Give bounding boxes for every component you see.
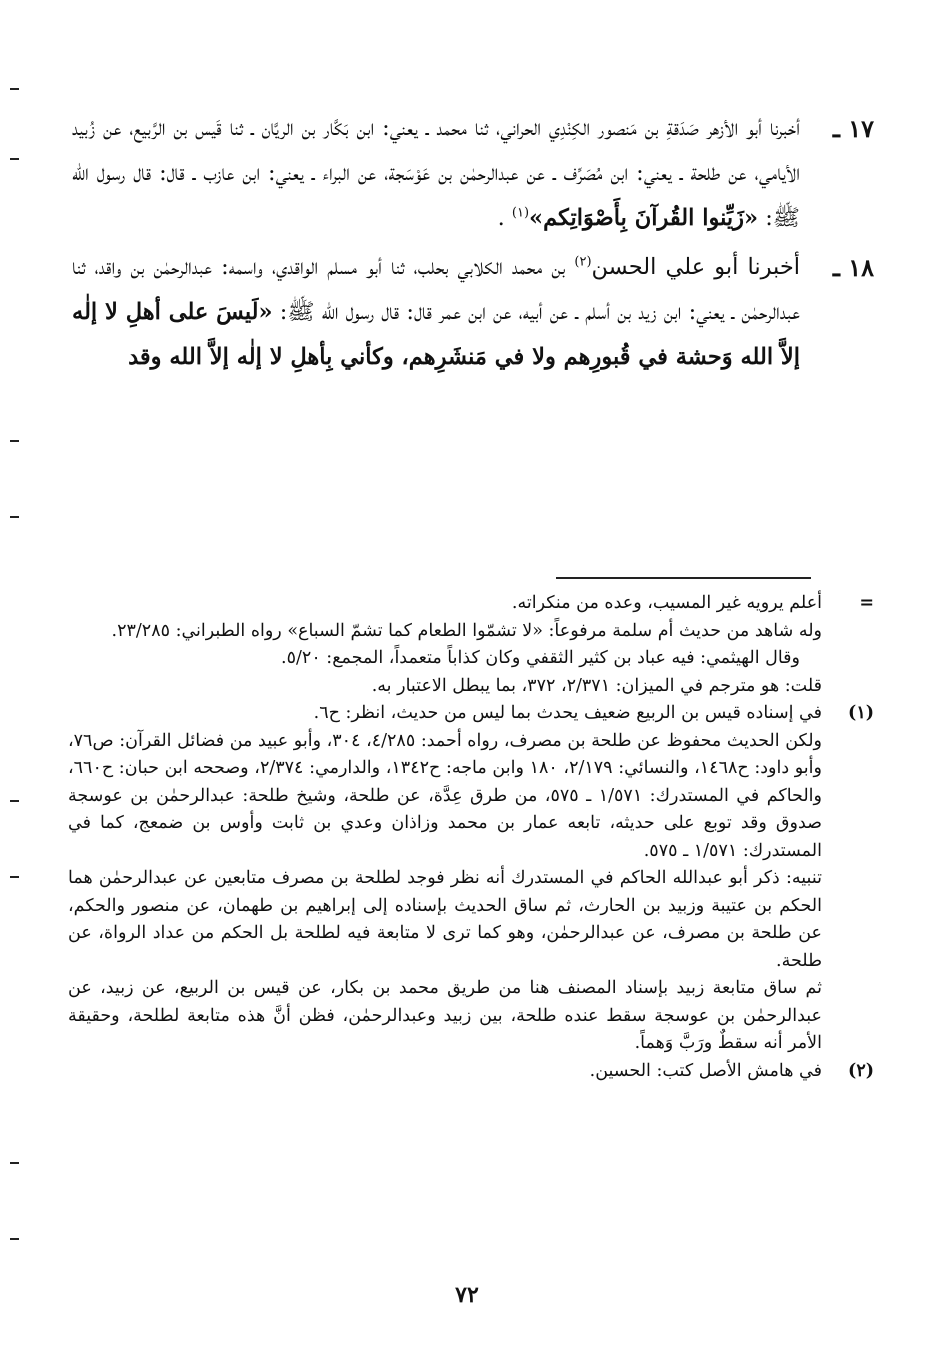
- footnote-number: (١): [848, 703, 874, 723]
- margin-mark: [10, 800, 19, 802]
- footnote-paragraph: تنبيه: ذكر أبو عبدالله الحاكم في المستدرك أنه نظر فوجد لطلحة بن مصرف متابعين عن عبدالرحمٰن هما الحكم بن عتيبة وزبيد بن الحارث، ثم ساق الحديث بإسناده إلى إبراهيم بن طهمان، عن منصور والحكم، عن طلحة بن مصرف، عن عبدالرحمٰن، وهو كما ترى لا متابعة فيه لطلحة بل الحكم من عداد الرواة، عن طلحة.: [68, 868, 822, 971]
- page-number: ٧٢: [455, 1282, 479, 1308]
- main-text: [72, 106, 874, 380]
- margin-mark: [10, 1162, 19, 1164]
- hadith-chain-cont: بن محمد الكلابي بحلب، ثنا أبو مسلم الواقدي، واسمه: عبدالرحمٰن بن واقد، ثنا عبدالرحمٰن ـ يعني: ابن زيد بن أسلم ـ عن أبيه، عن ابن عمر قال: قال رسول الله ﷺ:: [72, 254, 800, 325]
- footnote-paragraph: في هامش الأصل كتب: الحسين.: [589, 1060, 822, 1081]
- hadith-chain: أخبرنا أبو الأزهر صَدَقةِ بن مَنصور الكِنْدِي الحراني، ثنا محمد ـ يعني: ابن بَكَّار بن الريَّان ـ ثنا قَيس بن الرَّبيع، عن زُبيد الأيامي، عن طلحة ـ يعني: ابن مُصَرِّف ـ عن عبدالرحمٰن بن عَوْسَجة، عن البراء ـ يعني: ابن عازب ـ قال: قال رسول الله ﷺ:: [72, 115, 800, 231]
- continuation-marker: =: [859, 593, 874, 613]
- hadith-quote: «زَيِّنوا القُرآنَ بِأَصْوَاتِكم»: [529, 205, 759, 231]
- footnote-paragraph: ثم ساق متابعة زبيد بإسناد المصنف هنا من طريق محمد بن بكار، عن قيس بن الربيع، عن زبيد، عن عبدالرحمٰن بن عوسجة سقط عنده طلحة، بين زبيد وعبدالرحمٰن، فظن أنَّ هذه متابعة لطلحة، وحقيقة الأمر أنه سقطٌ ورَبَّ وَهماً.: [68, 978, 822, 1053]
- footnote-continuation: [68, 590, 874, 700]
- footnote-paragraph: وله شاهد من حديث أم سلمة مرفوعاً: «لا تشمّوا الطعام كما تشمّ السباع» رواه الطبراني: ٢٣/٢٨٥.: [111, 620, 822, 641]
- margin-mark: [10, 876, 19, 878]
- hadith-chain: أخبرنا أبو علي الحسن: [591, 254, 800, 280]
- margin-mark: [10, 516, 19, 518]
- margin-mark: [10, 158, 19, 160]
- margin-mark: [10, 1238, 19, 1240]
- footnote-number: (٢): [848, 1060, 874, 1081]
- footnote-paragraph: وقال الهيثمي: فيه عباد بن كثير الثقفي وكان كذاباً متعمداً، المجمع: ٥/٢٠.: [281, 648, 800, 668]
- hadith-17: [72, 106, 874, 241]
- footnote-1: [68, 700, 874, 1058]
- footnote-paragraph: في إسناده قيس بن الربيع ضعيف يحدث بما ليس من حديث، انظر: ح٦.: [313, 703, 822, 723]
- margin-mark: [10, 88, 19, 90]
- hadith-quote: «لَيسَ على أهلِ لا إلٰه إلاَّ الله وَحشة في قُبورِهم ولا في مَنشَرِهم، وكأني بِأهلِ لا إلٰه إلاَّ الله وقد: [72, 299, 800, 370]
- hadith-end: .: [497, 205, 512, 231]
- footnote-ref: (١): [511, 205, 530, 221]
- footnote-paragraph: ولكن الحديث محفوظ عن طلحة بن مصرف، رواه أحمد: ٤/٢٨٥، ٣٠٤، وأبو عبيد من فضائل القرآن: ص٧٦، وأبو داود: ح١٤٦٨، والنسائي: ٢/١٧٩، ١٨٠ وابن ماجه: ح١٣٤٢، والدارمي: ٢/٣٧٤، وصححه ابن حبان: ح٦٦٠، والحاكم في المستدرك: ١/٥٧١ ـ ٥٧٥، من طرق عِدَّة، عن طلحة، وشيخ طلحة: عبدالرحمٰن بن عوسجة صدوق وقد توبع على حديثه، تابعه عمار بن محمد وزاذان وعدي بن ثابت وأوس بن ضمعج، كما في المستدرك: ١/٥٧١ ـ ٥٧٥.: [68, 730, 822, 861]
- hadith-18: [72, 245, 874, 380]
- margin-mark: [10, 440, 19, 442]
- footnote-paragraph: قلت: هو مترجم في الميزان: ٢/٣٧١، ٣٧٢، بما يبطل الاعتبار به.: [371, 675, 822, 696]
- footnote-2: [68, 1058, 874, 1086]
- footnote-separator: [556, 577, 811, 579]
- footnotes: [68, 590, 874, 1085]
- hadith-number: ١٧ ـ: [832, 114, 874, 143]
- footnote-ref: (٢): [574, 254, 592, 270]
- footnote-paragraph: أعلم يرويه غير المسيب، وعده من منكراته.: [511, 593, 822, 613]
- hadith-number: ١٨ ـ: [832, 253, 874, 282]
